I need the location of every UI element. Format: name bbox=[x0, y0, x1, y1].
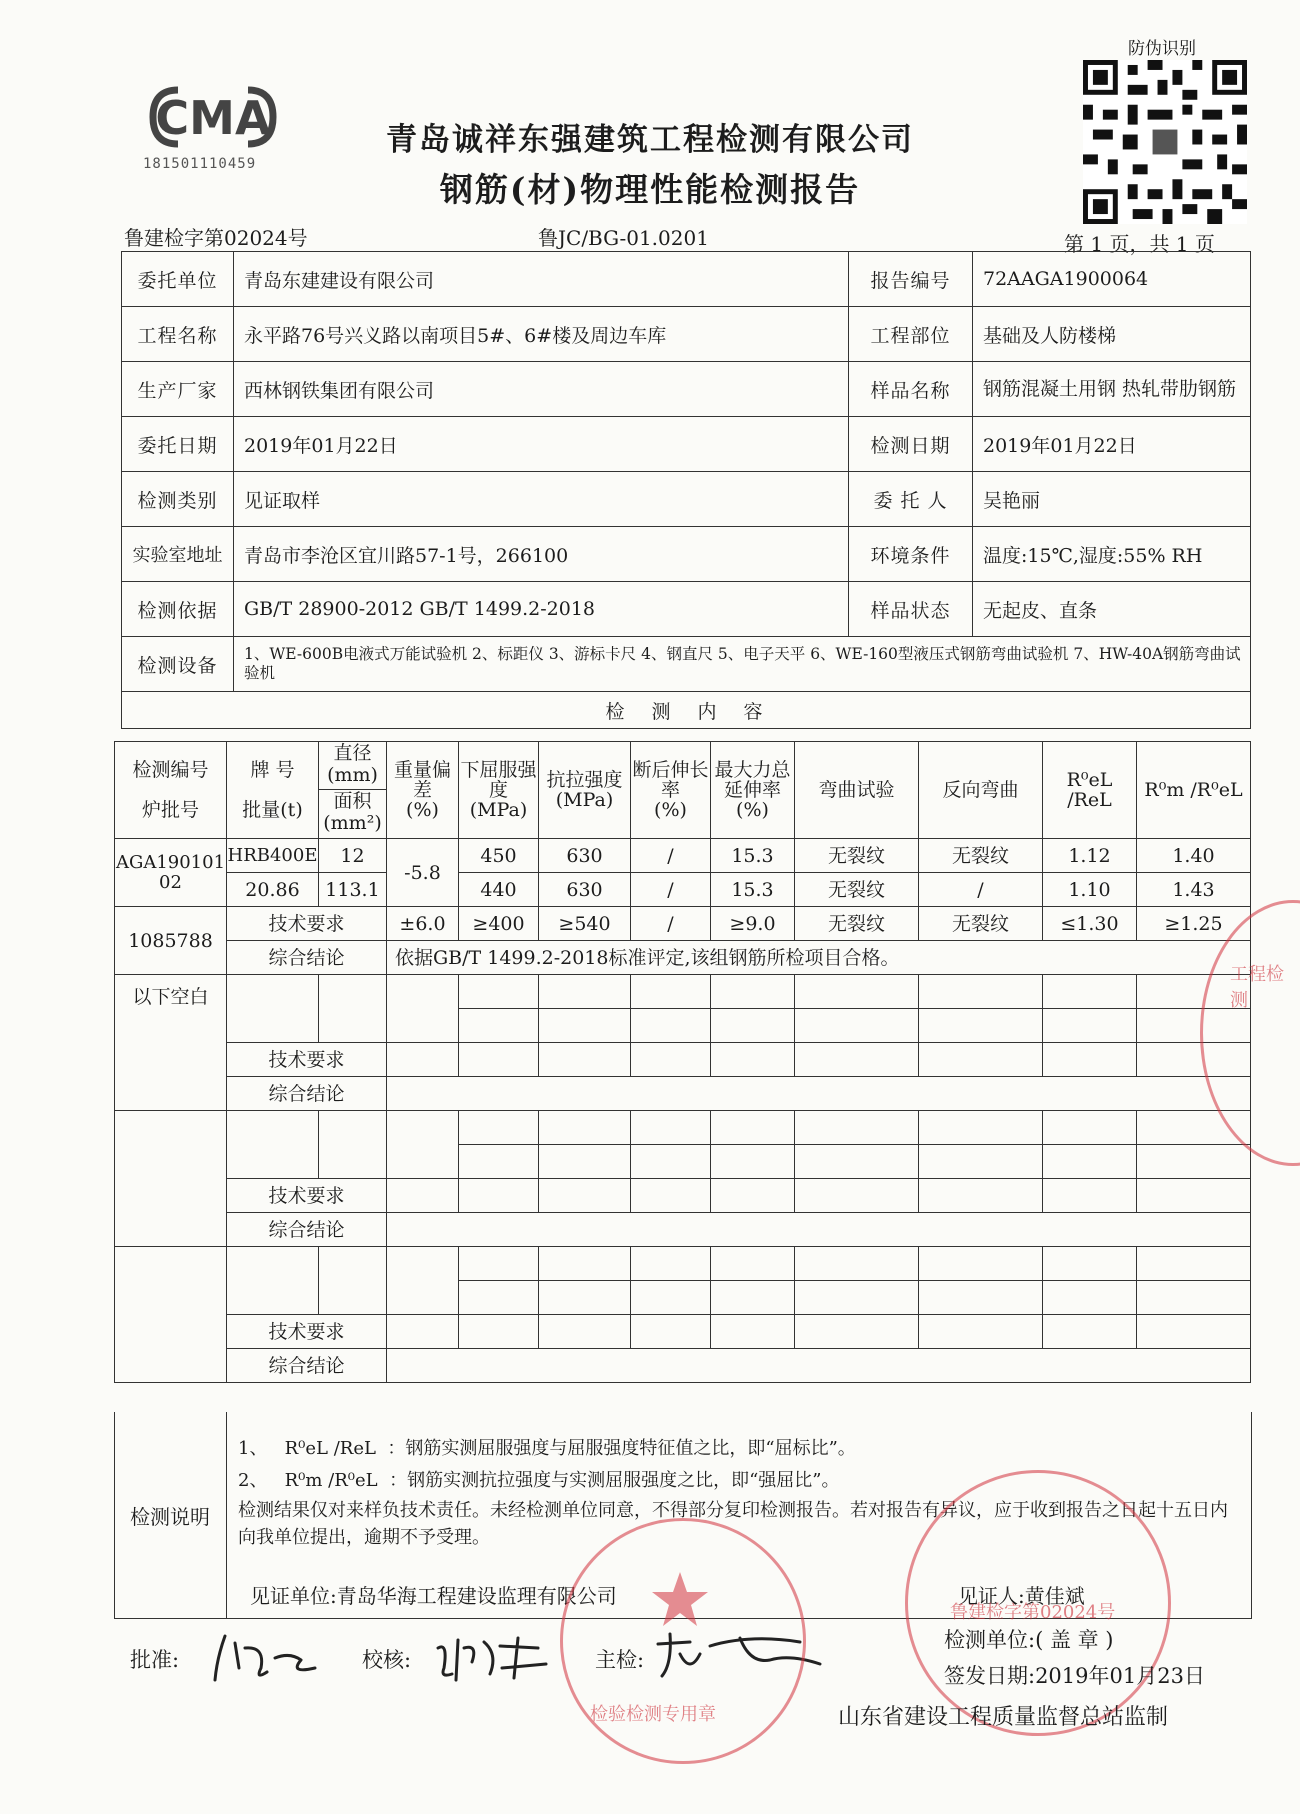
area-value: 113.1 bbox=[319, 873, 387, 907]
blank-conclusion-label-1: 综合结论 bbox=[227, 1077, 387, 1111]
col-rebend: 反向弯曲 bbox=[919, 742, 1043, 839]
part-label: 工程部位 bbox=[849, 307, 973, 362]
approver-signature bbox=[205, 1628, 325, 1688]
cma-number: 181501110459 bbox=[143, 156, 257, 172]
project-value: 永平路76号兴义路以南项目5#、6#楼及周边车库 bbox=[234, 307, 849, 362]
conclusion-value: 依据GB/T 1499.2-2018标准评定,该组钢筋所检项目合格。 bbox=[387, 941, 1251, 975]
blank-req-label-1: 技术要求 bbox=[227, 1043, 387, 1077]
equipment-label: 检测设备 bbox=[122, 637, 234, 692]
ratio2-2: 1.43 bbox=[1137, 873, 1251, 907]
bend-2: 无裂纹 bbox=[795, 873, 919, 907]
total-elong-1: 15.3 bbox=[711, 839, 795, 873]
elong-2: / bbox=[631, 873, 711, 907]
conclusion-label: 综合结论 bbox=[227, 941, 387, 975]
req-tensile: ≥540 bbox=[539, 907, 631, 941]
info-table bbox=[121, 251, 1251, 729]
elong-1: / bbox=[631, 839, 711, 873]
part-value: 基础及人防楼梯 bbox=[973, 307, 1251, 362]
commission-date-label: 委托日期 bbox=[122, 417, 234, 472]
form-number: 鲁JC/BG-01.0201 bbox=[538, 226, 709, 250]
test-date-label: 检测日期 bbox=[849, 417, 973, 472]
req-elong: / bbox=[631, 907, 711, 941]
col-yield: 下屈服强度 (MPa) bbox=[459, 742, 539, 839]
col-testno-furnace: 检测编号 炉批号 bbox=[115, 742, 227, 839]
blank-req-label-2: 技术要求 bbox=[227, 1179, 387, 1213]
req-rebend: 无裂纹 bbox=[919, 907, 1043, 941]
ratio1-2: 1.10 bbox=[1043, 873, 1137, 907]
entrust-person-value: 吴艳丽 bbox=[973, 472, 1251, 527]
col-total-elong: 最大力总延伸率(%) bbox=[711, 742, 795, 839]
state-label: 样品状态 bbox=[849, 582, 973, 637]
col-bend: 弯曲试验 bbox=[795, 742, 919, 839]
witness-stamp-text: 检验检测专用章 bbox=[590, 1704, 716, 1725]
certificate-number: 鲁建检字第02024号 bbox=[124, 226, 308, 250]
col-ratio1: R⁰eL /ReL bbox=[1043, 742, 1137, 839]
req-total: ≥9.0 bbox=[711, 907, 795, 941]
basis-label: 检测依据 bbox=[122, 582, 234, 637]
tensile-2: 630 bbox=[539, 873, 631, 907]
report-title: 钢筋(材)物理性能检测报告 bbox=[439, 170, 861, 209]
client-label: 委托单位 bbox=[122, 252, 234, 307]
rebend-2: / bbox=[919, 873, 1043, 907]
report-no-label: 报告编号 bbox=[849, 252, 973, 307]
note-3: 检测结果仅对来样负技术责任。未经检测单位同意，不得部分复印检测报告。若对报告有异议，应于收到报告之日起十五日内向我单位提出，逾期不予受理。 bbox=[238, 1500, 1228, 1548]
blank-label: 以下空白 bbox=[115, 975, 227, 1111]
yield-1: 450 bbox=[459, 839, 539, 873]
state-value: 无起皮、直条 bbox=[973, 582, 1251, 637]
tensile-1: 630 bbox=[539, 839, 631, 873]
weight-dev-value: -5.8 bbox=[387, 839, 459, 907]
col-elong: 断后伸长率 (%) bbox=[631, 742, 711, 839]
equipment-value: 1、WE-600B电液式万能试验机 2、标距仪 3、游标卡尺 4、钢直尺 5、电子天平 6、WE-160型液压式钢筋弯曲试验机 7、HW-40A钢筋弯曲试验机 bbox=[234, 637, 1251, 692]
supervisor-note: 山东省建设工程质量监督总站监制 bbox=[838, 1705, 1169, 1730]
req-label: 技术要求 bbox=[227, 907, 387, 941]
test-unit-stamp-text: 鲁建检字第02024号 bbox=[950, 1602, 1116, 1623]
test-data-table bbox=[114, 741, 1251, 1383]
witness-person: 见证人:黄佳斌 bbox=[958, 1584, 1085, 1608]
total-elong-2: 15.3 bbox=[711, 873, 795, 907]
sample-value: 钢筋混凝土用钢 热轧带肋钢筋 bbox=[973, 362, 1251, 417]
project-label: 工程名称 bbox=[122, 307, 234, 362]
maker-label: 生产厂家 bbox=[122, 362, 234, 417]
witness-stamp bbox=[560, 1518, 806, 1764]
ratio2-1: 1.40 bbox=[1137, 839, 1251, 873]
req-ratio1: ≤1.30 bbox=[1043, 907, 1137, 941]
entrust-person-label: 委 托 人 bbox=[849, 472, 973, 527]
sample-label: 样品名称 bbox=[849, 362, 973, 417]
basis-value: GB/T 28900-2012 GB/T 1499.2-2018 bbox=[234, 582, 849, 637]
test-unit-label: 检测单位:( 盖 章 ) bbox=[944, 1628, 1114, 1652]
edge-stamp-text: 工程检测 bbox=[1230, 964, 1284, 1011]
commission-date-value: 2019年01月22日 bbox=[234, 417, 849, 472]
yield-2: 440 bbox=[459, 873, 539, 907]
blank-conclusion-label-3: 综合结论 bbox=[227, 1349, 387, 1383]
qr-label: 防伪识别 bbox=[1128, 39, 1196, 59]
req-ratio2: ≥1.25 bbox=[1137, 907, 1251, 941]
col-ratio2: R⁰m /R⁰eL bbox=[1137, 742, 1251, 839]
note-2: 2、 R⁰m /R⁰eL ：钢筋实测抗拉强度与实测屈服强度之比，即“强屈比”。 bbox=[238, 1470, 840, 1491]
checker-signature bbox=[428, 1628, 558, 1688]
col-grade-batch: 牌 号 批量(t) bbox=[227, 742, 319, 839]
col-diameter-area: 直径 (mm) 面积 (mm²) bbox=[319, 742, 387, 839]
test-no-value: AGA19010102 bbox=[115, 839, 227, 907]
ratio1-1: 1.12 bbox=[1043, 839, 1137, 873]
env-label: 环境条件 bbox=[849, 527, 973, 582]
req-bend: 无裂纹 bbox=[795, 907, 919, 941]
notes-label: 检测说明 bbox=[114, 1412, 227, 1618]
category-value: 见证取样 bbox=[234, 472, 849, 527]
lab-address-value: 青岛市李沧区宜川路57-1号，266100 bbox=[234, 527, 849, 582]
client-value: 青岛东建建设有限公司 bbox=[234, 252, 849, 307]
blank-conclusion-label-2: 综合结论 bbox=[227, 1213, 387, 1247]
category-label: 检测类别 bbox=[122, 472, 234, 527]
bend-1: 无裂纹 bbox=[795, 839, 919, 873]
grade-value: HRB400E bbox=[227, 839, 319, 873]
col-weight-dev: 重量偏差 (%) bbox=[387, 742, 459, 839]
star-icon bbox=[650, 1570, 710, 1630]
page-number: 第 1 页，共 1 页 bbox=[1064, 232, 1215, 256]
maker-value: 西林钢铁集团有限公司 bbox=[234, 362, 849, 417]
issue-date: 签发日期:2019年01月23日 bbox=[944, 1664, 1205, 1688]
company-name: 青岛诚祥东强建筑工程检测有限公司 bbox=[386, 122, 914, 158]
check-label: 校核: bbox=[362, 1648, 412, 1672]
blank-req-label-3: 技术要求 bbox=[227, 1315, 387, 1349]
report-no-value: 72AAGA1900064 bbox=[973, 252, 1251, 307]
content-title: 检 测 内 容 bbox=[122, 692, 1251, 729]
lab-address-label: 实验室地址 bbox=[122, 527, 234, 582]
approve-label: 批准: bbox=[130, 1648, 180, 1672]
col-tensile: 抗拉强度 (MPa) bbox=[539, 742, 631, 839]
witness-unit: 见证单位:青岛华海工程建设监理有限公司 bbox=[250, 1584, 617, 1608]
note-1: 1、 R⁰eL /ReL ：钢筋实测屈服强度与屈服强度特征值之比，即“屈标比”。 bbox=[238, 1438, 856, 1459]
req-yield: ≥400 bbox=[459, 907, 539, 941]
test-date-value: 2019年01月22日 bbox=[973, 417, 1251, 472]
env-value: 温度:15℃,湿度:55% RH bbox=[973, 527, 1251, 582]
diameter-value: 12 bbox=[319, 839, 387, 873]
furnace-value: 1085788 bbox=[115, 907, 227, 975]
svg-text:CMA: CMA bbox=[155, 91, 271, 145]
main-test-label: 主检: bbox=[595, 1648, 645, 1672]
rebend-1: 无裂纹 bbox=[919, 839, 1043, 873]
batch-value: 20.86 bbox=[227, 873, 319, 907]
req-weight: ±6.0 bbox=[387, 907, 459, 941]
